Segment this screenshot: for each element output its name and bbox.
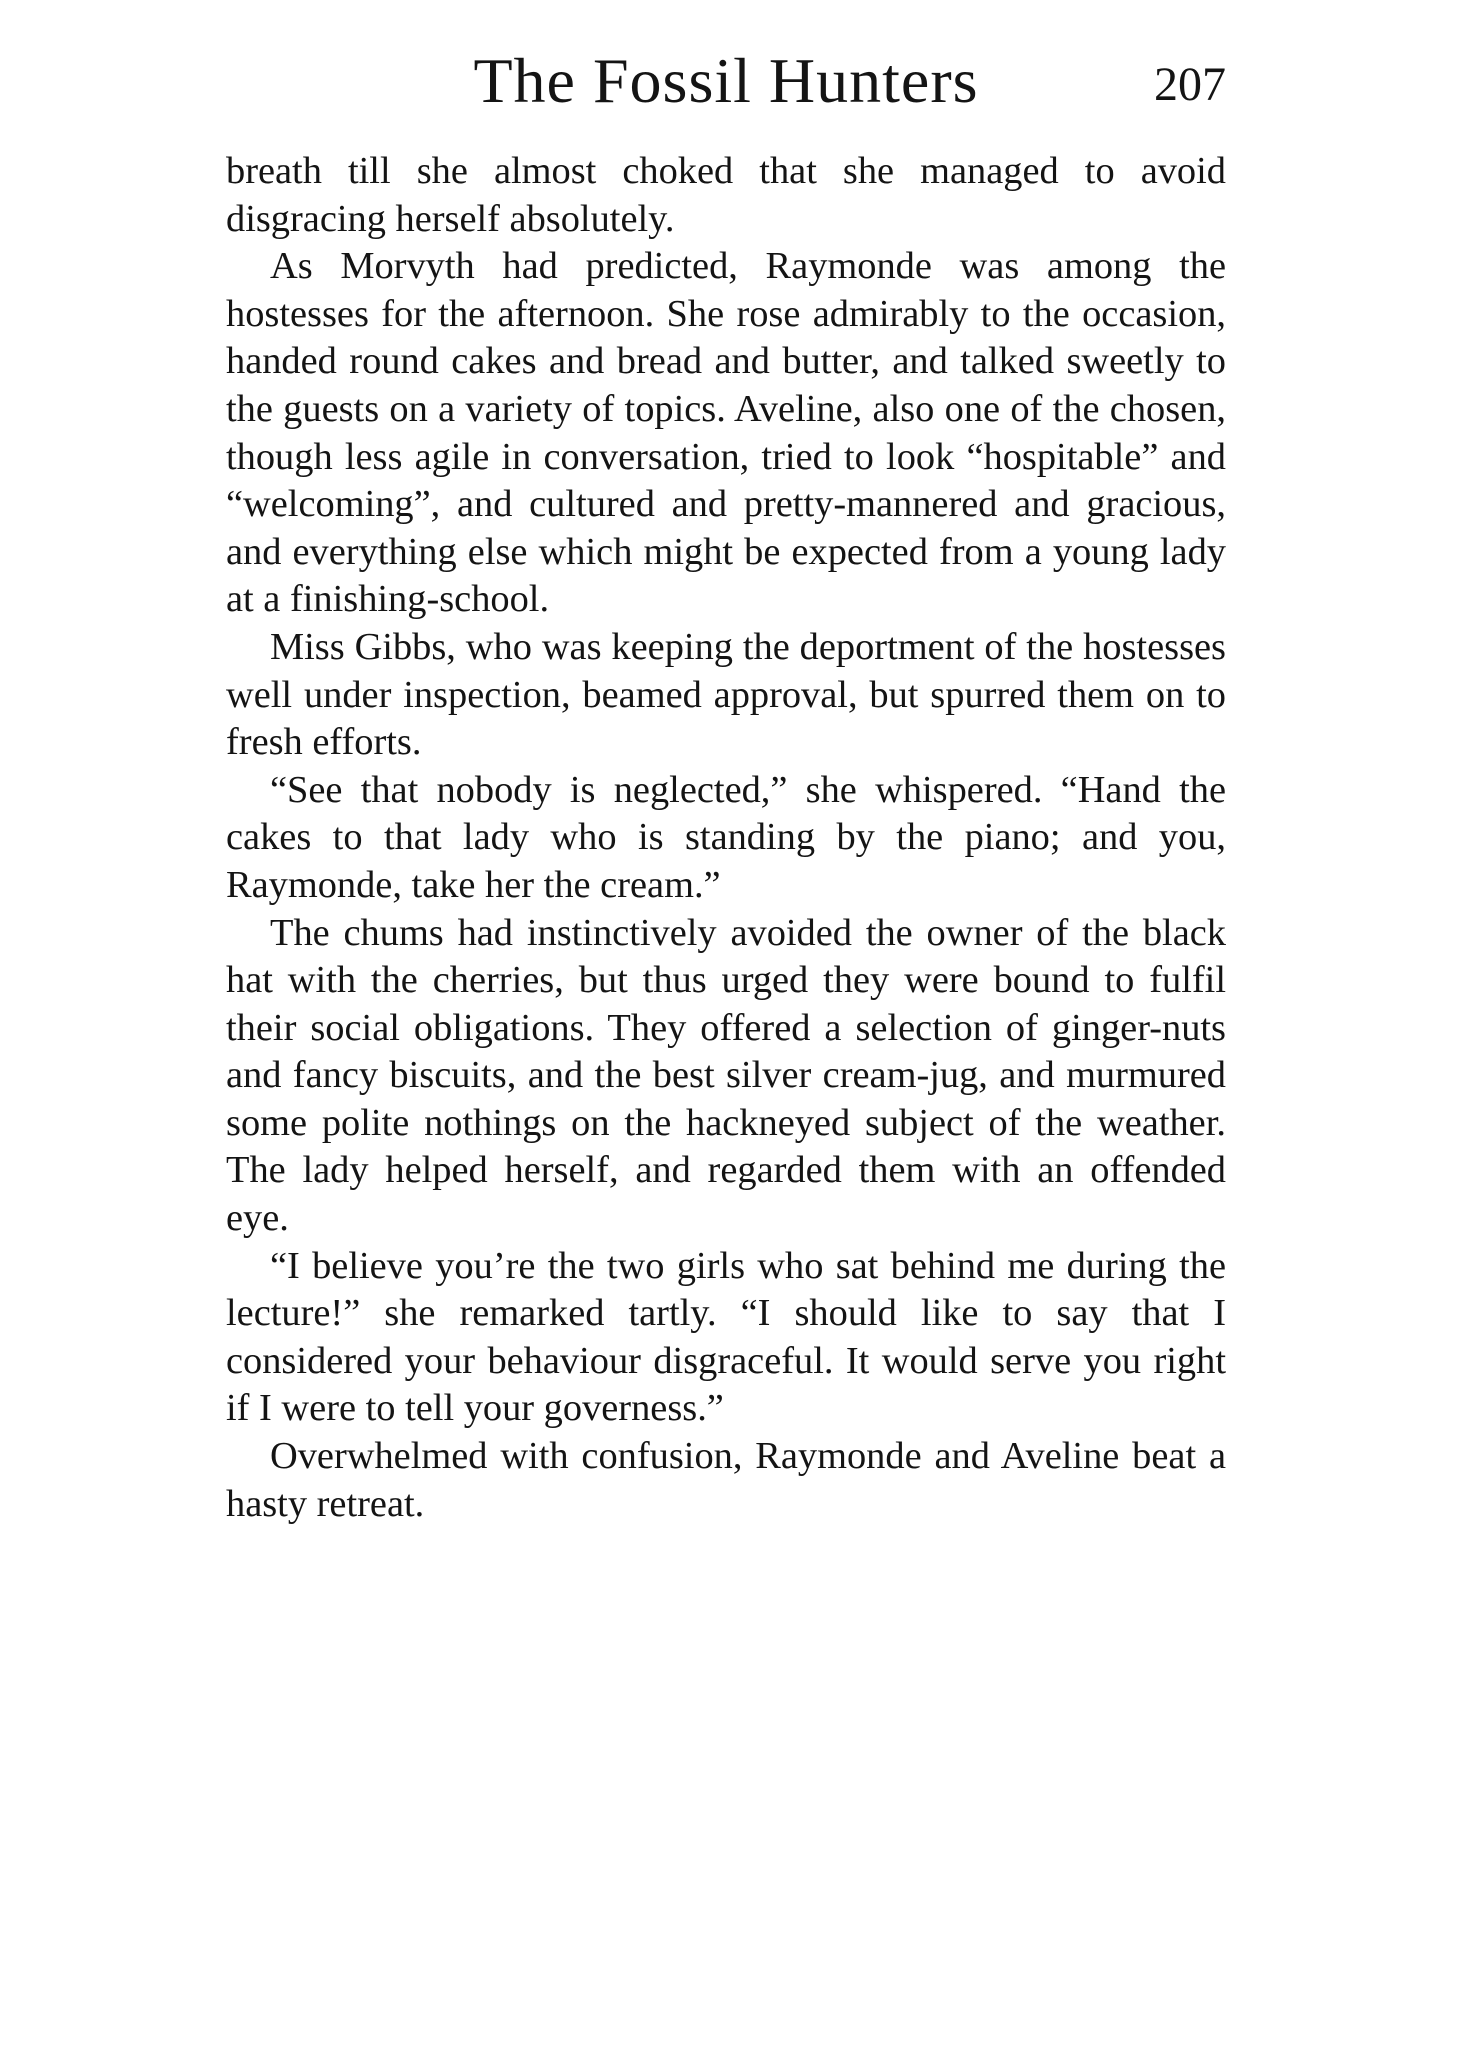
paragraph: “I believe you’re the two girls who sat behind me during the lecture!” she remarked tartly. “I should like to say that I considered your behaviour disgraceful. It would serve you right if I were to tell your governess.” [226, 1244, 1226, 1430]
page-number: 207 [1154, 58, 1226, 111]
running-title: The Fossil Hunters [473, 45, 979, 116]
paragraph: “See that nobody is neglected,” she whispered. “Hand the cakes to that lady who is standing by the piano; and you, Raymonde, take her the cream.” [226, 768, 1226, 906]
paragraph: breath till she almost choked that she managed to avoid disgracing herself absolutely. [226, 150, 1226, 240]
paragraph: As Morvyth had predicted, Raymonde was among the hostesses for the afternoon. She rose admirably to the occasion, handed round cakes and bread and butter, and talked sweetly to the guests on a variety of topics. Aveline, also one of the chosen, though less agile in conversation, tried to look “hospitable” and “welcoming”, and cultured and pretty-mannered and gracious, and everything else which might be expected from a young lady at a finishing-school. [226, 245, 1226, 621]
body-text [226, 148, 1226, 1528]
running-header [226, 46, 1226, 116]
paragraph: Overwhelmed with confusion, Raymonde and Aveline beat a hasty retreat. [226, 1435, 1226, 1525]
paragraph: The chums had instinctively avoided the owner of the black hat with the cherries, but thus urged they were bound to fulfil their social obligations. They offered a selection of ginger-nuts and fancy biscuits, and the best silver cream-jug, and murmured some polite nothings on the hackneyed subject of the weather. The lady helped herself, and regarded them with an offended eye. [226, 911, 1226, 1240]
paragraph: Miss Gibbs, who was keeping the deportment of the hostesses well under inspection, beamed approval, but spurred them on to fresh efforts. [226, 625, 1226, 764]
